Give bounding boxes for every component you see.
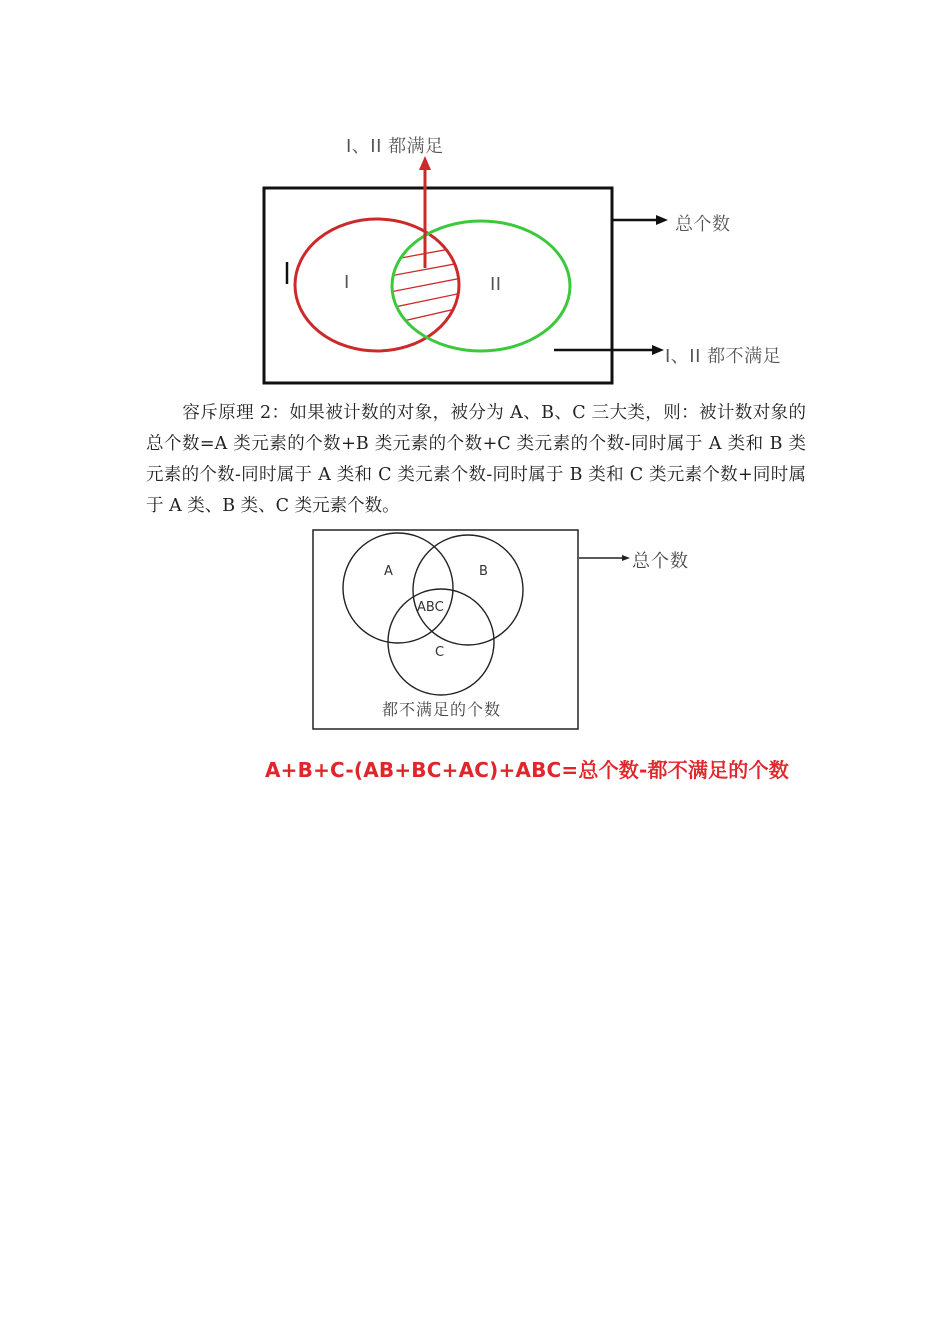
circle-b-label: B: [479, 564, 488, 579]
circle-c-label: C: [435, 645, 445, 660]
universe-frame: [264, 188, 612, 383]
center-abc-label: ABC: [417, 600, 444, 615]
inclusion-exclusion-formula: A+B+C-(AB+BC+AC)+ABC=总个数-都不满足的个数: [265, 758, 789, 782]
both-arrow-head: [419, 156, 431, 170]
venn-diagram-three-sets: [300, 520, 720, 740]
total-arrow-head: [656, 215, 668, 225]
set-one-label: I: [344, 272, 350, 293]
circle-a-label: A: [384, 564, 393, 579]
total-arrow-head-2: [622, 555, 630, 561]
both-satisfied-label: I、II 都满足: [346, 136, 444, 157]
venn-diagram-two-sets: [240, 120, 840, 395]
none-satisfied-label: 都不满足的个数: [382, 700, 502, 719]
neither-arrow-head: [652, 345, 664, 355]
paragraph-text: 容斥原理 2：如果被计数的对象，被分为 A、B、C 三大类，则：被计数对象的总个数=A 类元素的个数+B 类元素的个数+C 类元素的个数-同时属于 A 类和 B 类元素的个数-同时属于 A 类和 C 类元素个数-同时属于 B 类和 C 类元素个数+同时属于 A 类、B 类、C 类元素个数。: [146, 403, 806, 516]
circle-a: [343, 533, 453, 643]
neither-satisfied-label: I、II 都不满足: [665, 346, 782, 367]
total-count-label: 总个数: [675, 214, 731, 235]
total-count-label-2: 总个数: [632, 551, 689, 572]
inclusion-exclusion-paragraph: [146, 398, 806, 522]
set-one-circle: [295, 219, 459, 351]
set-two-label: II: [490, 274, 502, 295]
